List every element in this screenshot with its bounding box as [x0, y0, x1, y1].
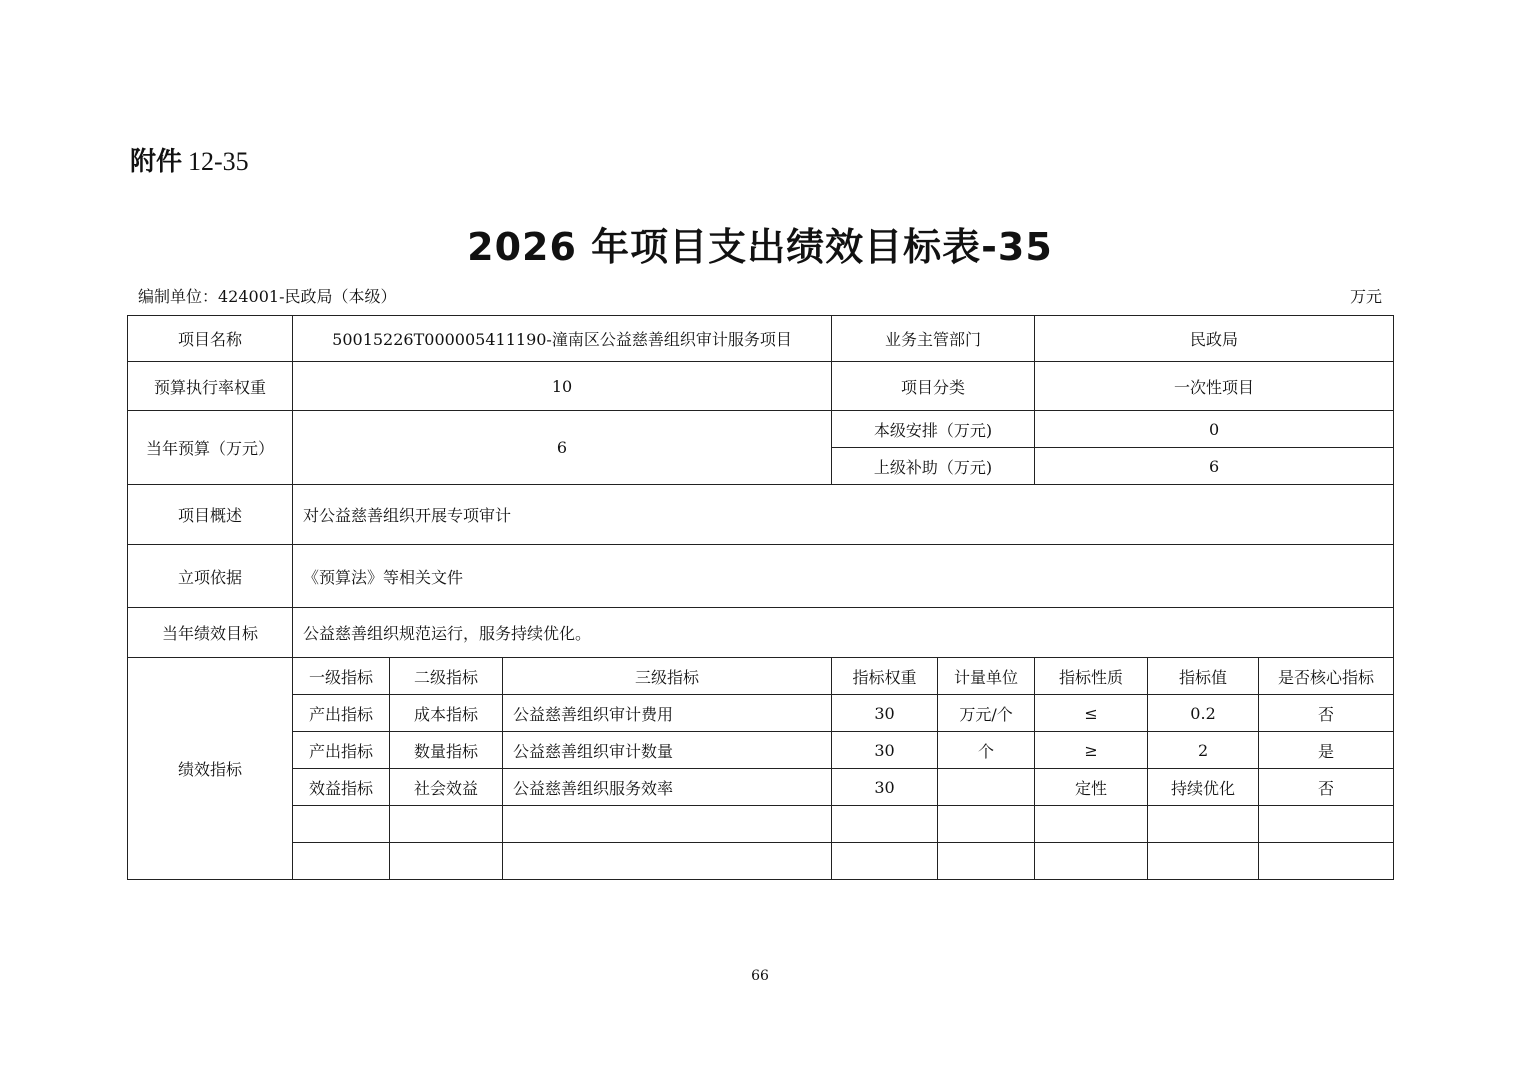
empty-cell [390, 843, 503, 880]
row-exec-weight [128, 362, 1394, 411]
cell-level3: 公益慈善组织审计数量 [503, 732, 832, 769]
category-label: 项目分类 [832, 362, 1035, 411]
exec-weight-value: 10 [293, 362, 832, 411]
cell-level2: 社会效益 [390, 769, 503, 806]
cell-level2: 成本指标 [390, 695, 503, 732]
attachment-label-text: 附件 [130, 147, 183, 177]
row-budget [128, 411, 1394, 448]
cell-nature: ≤ [1035, 695, 1148, 732]
cell-level2: 数量指标 [390, 732, 503, 769]
performance-target-table [127, 315, 1394, 880]
cell-nature: 定性 [1035, 769, 1148, 806]
local-value: 0 [1035, 411, 1394, 448]
header-level2: 二级指标 [390, 658, 503, 695]
project-name-value: 50015226T000005411190-潼南区公益慈善组织审计服务项目 [293, 316, 832, 362]
cell-level1: 效益指标 [293, 769, 390, 806]
cell-unit: 万元/个 [938, 695, 1035, 732]
row-project-name [128, 316, 1394, 362]
empty-cell [1259, 806, 1394, 843]
dept-value: 民政局 [1035, 316, 1394, 362]
page-number: 66 [751, 968, 769, 984]
budget-label: 当年预算（万元） [128, 411, 293, 485]
header-level3: 三级指标 [503, 658, 832, 695]
cell-level1: 产出指标 [293, 732, 390, 769]
cell-value: 2 [1148, 732, 1259, 769]
compiling-unit: 编制单位：424001-民政局（本级） [138, 287, 397, 306]
indicator-row [128, 769, 1394, 806]
basis-label: 立项依据 [128, 545, 293, 608]
cell-core: 否 [1259, 769, 1394, 806]
unit-line [138, 286, 1382, 308]
project-name-label: 项目名称 [128, 316, 293, 362]
cell-level3: 公益慈善组织审计费用 [503, 695, 832, 732]
basis-value: 《预算法》等相关文件 [293, 545, 1394, 608]
empty-cell [503, 843, 832, 880]
cell-core: 否 [1259, 695, 1394, 732]
indicator-row [128, 732, 1394, 769]
empty-cell [1148, 843, 1259, 880]
local-label: 本级安排（万元) [832, 411, 1035, 448]
row-basis [128, 545, 1394, 608]
overview-value: 对公益慈善组织开展专项审计 [293, 485, 1394, 545]
empty-cell [293, 843, 390, 880]
empty-cell [1035, 843, 1148, 880]
header-nature: 指标性质 [1035, 658, 1148, 695]
superior-label: 上级补助（万元) [832, 448, 1035, 485]
goal-value: 公益慈善组织规范运行，服务持续优化。 [293, 608, 1394, 658]
cell-unit: 个 [938, 732, 1035, 769]
budget-value: 6 [293, 411, 832, 485]
attachment-label [130, 145, 249, 179]
empty-cell [1148, 806, 1259, 843]
empty-cell [503, 806, 832, 843]
page-title: 2026 年项目支出绩效目标表-35 [467, 225, 1053, 269]
cell-weight: 30 [832, 769, 938, 806]
attachment-number: 12-35 [188, 147, 249, 176]
cell-level1: 产出指标 [293, 695, 390, 732]
currency-unit: 万元 [1349, 287, 1382, 306]
indicators-section-label: 绩效指标 [128, 658, 293, 880]
indicator-row [128, 695, 1394, 732]
header-level1: 一级指标 [293, 658, 390, 695]
overview-label: 项目概述 [128, 485, 293, 545]
goal-label: 当年绩效目标 [128, 608, 293, 658]
superior-value: 6 [1035, 448, 1394, 485]
row-goal [128, 608, 1394, 658]
category-value: 一次性项目 [1035, 362, 1394, 411]
exec-weight-label: 预算执行率权重 [128, 362, 293, 411]
indicator-header-row [128, 658, 1394, 695]
indicator-empty-row [128, 806, 1394, 843]
row-overview [128, 485, 1394, 545]
header-core: 是否核心指标 [1259, 658, 1394, 695]
cell-core: 是 [1259, 732, 1394, 769]
empty-cell [938, 843, 1035, 880]
empty-cell [832, 806, 938, 843]
cell-weight: 30 [832, 732, 938, 769]
cell-value: 0.2 [1148, 695, 1259, 732]
indicator-empty-row [128, 843, 1394, 880]
cell-nature: ≥ [1035, 732, 1148, 769]
empty-cell [390, 806, 503, 843]
cell-value: 持续优化 [1148, 769, 1259, 806]
dept-label: 业务主管部门 [832, 316, 1035, 362]
empty-cell [1259, 843, 1394, 880]
header-unit: 计量单位 [938, 658, 1035, 695]
empty-cell [293, 806, 390, 843]
empty-cell [1035, 806, 1148, 843]
cell-weight: 30 [832, 695, 938, 732]
cell-level3: 公益慈善组织服务效率 [503, 769, 832, 806]
cell-unit [938, 769, 1035, 806]
header-weight: 指标权重 [832, 658, 938, 695]
header-value: 指标值 [1148, 658, 1259, 695]
empty-cell [938, 806, 1035, 843]
empty-cell [832, 843, 938, 880]
